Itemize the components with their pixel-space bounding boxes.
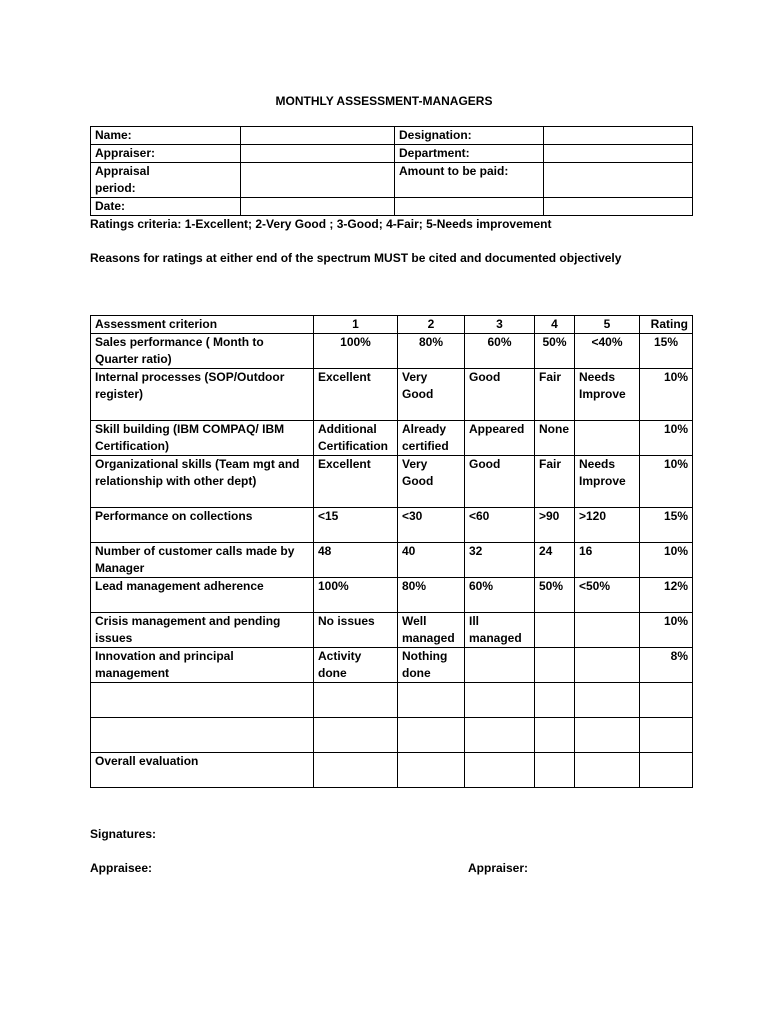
rating-level-cell: <60 [465, 508, 535, 543]
appraiser-label: Appraiser: [91, 145, 241, 163]
rating-cell: 8% [640, 648, 693, 683]
rating-level-cell[interactable] [398, 718, 465, 753]
department-field[interactable] [544, 145, 693, 163]
assessment-row [91, 753, 693, 788]
info-table [90, 126, 693, 216]
rating-level-cell: 80% [398, 578, 465, 613]
assessment-row [91, 648, 693, 683]
assessment-row [91, 508, 693, 543]
rating-cell: 10% [640, 456, 693, 508]
rating-level-cell: Very Good [398, 456, 465, 508]
rating-cell: 15% [640, 334, 693, 369]
rating-level-cell: Fair [535, 369, 575, 421]
rating-level-cell: 60% [465, 578, 535, 613]
criterion-cell: Performance on collections [91, 508, 314, 543]
rating-cell: 10% [640, 421, 693, 456]
rating-level-cell: Additional Certification [314, 421, 398, 456]
rating-level-cell: 32 [465, 543, 535, 578]
rating-level-cell: Well managed [398, 613, 465, 648]
column-header: 4 [535, 316, 575, 334]
rating-level-cell: Nothing done [398, 648, 465, 683]
criterion-cell: Internal processes (SOP/Outdoor register) [91, 369, 314, 421]
criterion-cell[interactable] [91, 683, 314, 718]
appraisal-period-field[interactable] [241, 163, 395, 198]
designation-field[interactable] [544, 127, 693, 145]
info-row [91, 145, 693, 163]
rating-level-cell[interactable] [314, 718, 398, 753]
rating-level-cell: Already certified [398, 421, 465, 456]
rating-level-cell: 16 [575, 543, 640, 578]
rating-level-cell: Ill managed [465, 613, 535, 648]
rating-cell[interactable] [640, 753, 693, 788]
criterion-cell: Crisis management and pending issues [91, 613, 314, 648]
assessment-row [91, 334, 693, 369]
rating-level-cell: 60% [465, 334, 535, 369]
rating-level-cell[interactable] [575, 613, 640, 648]
rating-cell: 10% [640, 613, 693, 648]
date-label: Date: [91, 198, 241, 216]
assessment-row [91, 369, 693, 421]
assessment-row [91, 456, 693, 508]
rating-level-cell: Excellent [314, 369, 398, 421]
rating-level-cell[interactable] [575, 753, 640, 788]
name-field[interactable] [241, 127, 395, 145]
name-label: Name: [91, 127, 241, 145]
rating-level-cell: <40% [575, 334, 640, 369]
rating-level-cell: 48 [314, 543, 398, 578]
rating-level-cell: Good [465, 456, 535, 508]
rating-level-cell: <50% [575, 578, 640, 613]
rating-level-cell: None [535, 421, 575, 456]
rating-level-cell: 50% [535, 334, 575, 369]
rating-level-cell[interactable] [575, 421, 640, 456]
criterion-cell: Organizational skills (Team mgt and relationship with other dept) [91, 456, 314, 508]
rating-level-cell: <30 [398, 508, 465, 543]
rating-level-cell[interactable] [575, 718, 640, 753]
criterion-cell: Sales performance ( Month to Quarter ratio) [91, 334, 314, 369]
assessment-row [91, 578, 693, 613]
rating-level-cell: Good [465, 369, 535, 421]
rating-cell: 12% [640, 578, 693, 613]
info-blank-cell[interactable] [544, 198, 693, 216]
column-header: 3 [465, 316, 535, 334]
rating-level-cell[interactable] [398, 683, 465, 718]
rating-cell: 10% [640, 369, 693, 421]
rating-level-cell: Very Good [398, 369, 465, 421]
rating-level-cell[interactable] [465, 683, 535, 718]
appraisee-label: Appraisee: [90, 861, 153, 875]
column-header: Rating [640, 316, 693, 334]
rating-level-cell: Excellent [314, 456, 398, 508]
info-row [91, 198, 693, 216]
rating-level-cell[interactable] [535, 613, 575, 648]
rating-level-cell: 50% [535, 578, 575, 613]
rating-level-cell: >90 [535, 508, 575, 543]
rating-level-cell: 40 [398, 543, 465, 578]
rating-level-cell[interactable] [314, 753, 398, 788]
rating-level-cell: Fair [535, 456, 575, 508]
date-field[interactable] [241, 198, 395, 216]
page-title: MONTHLY ASSESSMENT-MANAGERS [275, 94, 493, 108]
rating-level-cell[interactable] [314, 683, 398, 718]
assessment-row [91, 613, 693, 648]
rating-level-cell[interactable] [465, 648, 535, 683]
criterion-cell: Innovation and principal management [91, 648, 314, 683]
rating-level-cell[interactable] [535, 718, 575, 753]
assessment-row [91, 683, 693, 718]
rating-level-cell[interactable] [535, 648, 575, 683]
rating-level-cell: Needs Improve [575, 369, 640, 421]
department-label: Department: [395, 145, 544, 163]
rating-level-cell: Activity done [314, 648, 398, 683]
column-header: 5 [575, 316, 640, 334]
rating-cell: 15% [640, 508, 693, 543]
rating-level-cell[interactable] [398, 753, 465, 788]
info-row [91, 163, 693, 198]
rating-cell[interactable] [640, 683, 693, 718]
rating-level-cell[interactable] [465, 718, 535, 753]
info-row [91, 127, 693, 145]
criterion-cell: Skill building (IBM COMPAQ/ IBM Certification) [91, 421, 314, 456]
rating-level-cell: 100% [314, 334, 398, 369]
rating-level-cell: >120 [575, 508, 640, 543]
assessment-table [90, 315, 693, 788]
rating-cell[interactable] [640, 718, 693, 753]
rating-level-cell[interactable] [575, 683, 640, 718]
rating-level-cell: 100% [314, 578, 398, 613]
assessment-row [91, 718, 693, 753]
rating-level-cell[interactable] [465, 753, 535, 788]
criterion-cell: Number of customer calls made by Manager [91, 543, 314, 578]
rating-cell: 10% [640, 543, 693, 578]
appraiser-signature-label: Appraiser: [468, 861, 529, 875]
reasons-note: Reasons for ratings at either end of the spectrum MUST be cited and documented objectively [90, 251, 622, 265]
rating-level-cell: 24 [535, 543, 575, 578]
column-header: Assessment criterion [91, 316, 314, 334]
assessment-row [91, 543, 693, 578]
rating-level-cell: No issues [314, 613, 398, 648]
criterion-cell: Overall evaluation [91, 753, 314, 788]
column-header: 1 [314, 316, 398, 334]
rating-level-cell[interactable] [575, 648, 640, 683]
amount-field[interactable] [544, 163, 693, 198]
appraisal-period-label: Appraisal period: [91, 163, 241, 198]
info-blank-cell[interactable] [395, 198, 544, 216]
amount-label: Amount to be paid: [395, 163, 544, 198]
assessment-header-row [91, 316, 693, 334]
signatures-label: Signatures: [90, 827, 157, 841]
rating-level-cell[interactable] [535, 753, 575, 788]
appraiser-field[interactable] [241, 145, 395, 163]
rating-level-cell: <15 [314, 508, 398, 543]
designation-label: Designation: [395, 127, 544, 145]
ratings-criteria: Ratings criteria: 1-Excellent; 2-Very Good ; 3-Good; 4-Fair; 5-Needs improvement [90, 217, 552, 231]
column-header: 2 [398, 316, 465, 334]
rating-level-cell: Appeared [465, 421, 535, 456]
rating-level-cell[interactable] [535, 683, 575, 718]
criterion-cell[interactable] [91, 718, 314, 753]
assessment-row [91, 421, 693, 456]
rating-level-cell: Needs Improve [575, 456, 640, 508]
rating-level-cell: 80% [398, 334, 465, 369]
criterion-cell: Lead management adherence [91, 578, 314, 613]
